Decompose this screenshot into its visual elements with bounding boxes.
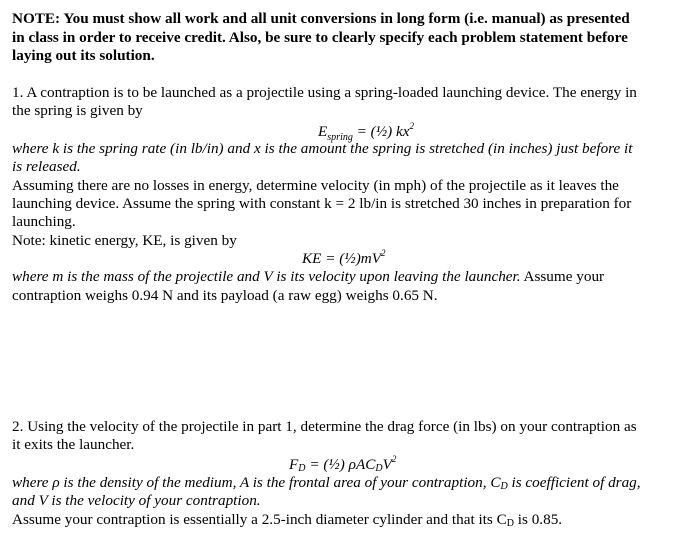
problem2-last-line: Assume your contraption is essentially a 2.5-inch diameter cylinder and that its CD is 0.85. <box>12 511 563 529</box>
note-line-3: laying out its solution. <box>12 47 155 64</box>
problem2-intro-line-1: 2. Using the velocity of the projectile in part 1, determine the drag force (in lbs) on your contraption as <box>12 418 637 435</box>
drag-description-line-2: and V is the velocity of your contraption. <box>12 492 261 509</box>
problem2-intro-line-2: it exits the launcher. <box>12 436 135 453</box>
problem1-body-line-2: launching device. Assume the spring with constant k = 2 lb/in is stretched 30 inches in preparation for <box>12 195 632 212</box>
eq1-description-line-2: is released. <box>12 158 81 175</box>
kinetic-energy-note: Note: kinetic energy, KE, is given by <box>12 232 237 249</box>
eq2-description-line-1: where m is the mass of the projectile and V is its velocity upon leaving the launcher. Assume your <box>12 268 605 285</box>
note-line-2: in class in order to receive credit. Also, be sure to clearly specify each problem statement before <box>12 29 628 46</box>
drag-force-equation: FD = (½) ρACDV$^2$ <box>289 453 397 474</box>
problem1-body-line-1: Assuming there are no losses in energy, determine velocity (in mph) of the projectile as it leaves the <box>12 177 619 194</box>
problem1-body-line-3: launching. <box>12 213 76 230</box>
problem1-intro-line-2: the spring is given by <box>12 102 143 119</box>
eq2-description-line-2: contraption weighs 0.94 N and its payload (a raw egg) weighs 0.65 N. <box>12 287 438 304</box>
note-line-1: NOTE: You must show all work and all unit conversions in long form (i.e. manual) as presented <box>12 10 630 27</box>
spring-energy-equation: $E_{spring}$ = (½) $kx^2$ <box>318 120 414 144</box>
problem1-intro-line-1: 1. A contraption is to be launched as a projectile using a spring-loaded launching device. The energy in <box>12 84 637 101</box>
eq1-description-line-1: where k is the spring rate (in lb/in) and x is the amount the spring is stretched (in inches) just before it <box>12 140 633 157</box>
kinetic-energy-equation: KE = $(\frac{1}{2})mV^2$ <box>302 247 386 267</box>
drag-description-line-1: where ρ is the density of the medium, A is the frontal area of your contraption, CD is coefficient of drag, <box>12 474 641 492</box>
